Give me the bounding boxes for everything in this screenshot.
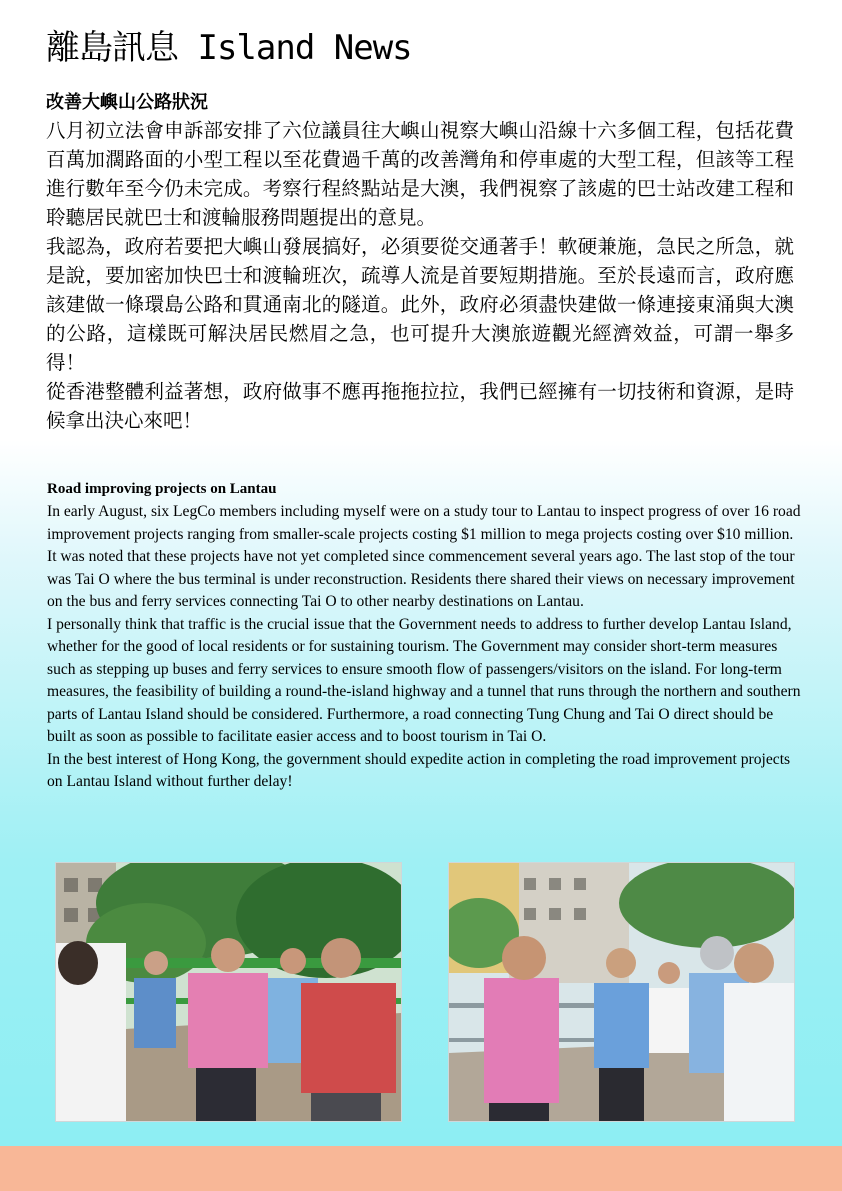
chinese-article — [46, 90, 794, 435]
page-title: 離島訊息 Island News — [46, 28, 412, 68]
english-paragraph-3: In the best interest of Hong Kong, the government should expedite action in completing the road improvement projects on Lantau Island without further delay! — [47, 750, 791, 790]
english-paragraph-1: In early August, six LegCo members including myself were on a study tour to Lantau to inspect progress of over 16 road improvement projects ranging from smaller-scale projects costing $1 million to mega projects costing over $10 million. It was noted that these projects have not yet completed since commencement several years ago. The last stop of the tour was Tai O where the bus terminal is under reconstruction. Residents there shared their views on necessary improvement on the bus and ferry services connecting Tai O to other nearby destinations on Lantau. — [47, 503, 801, 610]
chinese-paragraph-2: 我認為，政府若要把大嶼山發展搞好，必須要從交通著手！軟硬兼施，急民之所急，就是說，要加密加快巴士和渡輪班次，疏導人流是首要短期措施。至於長遠而言，政府應該建做一條環島公路和貫通南北的隧道。此外，政府必須盡快建做一條連接東涌與大澳的公路，這樣既可解決居民燃眉之急，也可提升大澳旅遊觀光經濟效益，可謂一舉多得！ — [46, 235, 794, 374]
footer-band — [0, 1146, 842, 1191]
study-tour-photo-group-discussion — [448, 862, 795, 1122]
english-paragraph-2: I personally think that traffic is the crucial issue that the Government needs to address to further develop Lantau Island, whether for the good of local residents or for sustaining tourism. The Government may consider short-term measures such as stepping up buses and ferry services to ensure smooth flow of passengers/visitors on the island. For long-term measures, the feasibility of building a round-the-island highway and a tunnel that runs through the northern and southern parts of Lantau Island should be considered. Furthermore, a road connecting Tung Chung and Tai O direct should be built as soon as possible to facilitate easier access and to boost tourism in Tai O. — [47, 615, 801, 745]
chinese-paragraph-1: 八月初立法會申訴部安排了六位議員往大嶼山視察大嶼山沿線十六多個工程，包括花費百萬加濶路面的小型工程以至花費過千萬的改善灣角和停車處的大型工程，但該等工程進行數年至今仍未完成。考察行程終點站是大澳，我們視察了該處的巴士站改建工程和聆聽居民就巴士和渡輪服務問題提出的意見。 — [46, 119, 794, 229]
chinese-article-heading: 改善大嶼山公路狀況 — [46, 92, 208, 113]
study-tour-photo-group-walking — [55, 862, 402, 1122]
english-article-heading: Road improving projects on Lantau — [47, 481, 277, 497]
english-article — [47, 478, 805, 794]
chinese-paragraph-3: 從香港整體利益著想，政府做事不應再拖拖拉拉，我們已經擁有一切技術和資源，是時候拿出決心來吧！ — [46, 380, 794, 432]
